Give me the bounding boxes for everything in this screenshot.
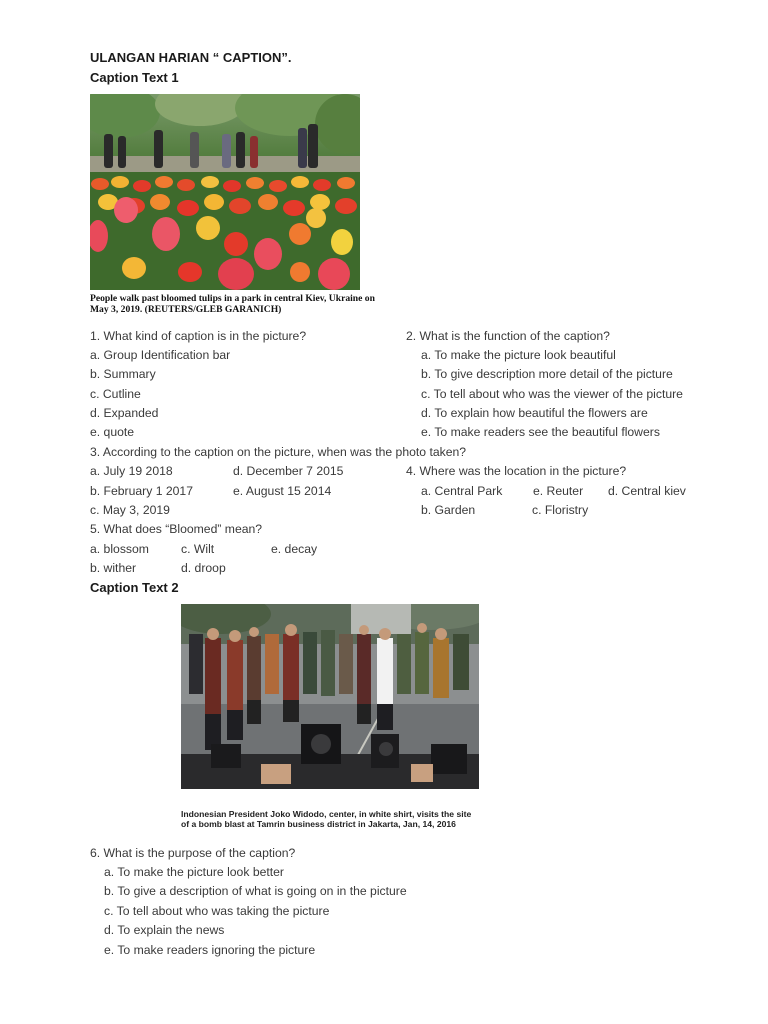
q6-option-b: b. To give a description of what is going on in the picture [104,884,407,898]
q5-option-c: c. Wilt [181,542,215,556]
q1-option-d: d. Expanded [90,406,159,420]
question-6: 6. What is the purpose of the caption? [90,846,296,860]
q2-option-b: b. To give description more detail of the picture [421,367,673,381]
question-2: 2. What is the function of the caption? [406,329,610,343]
q5-option-d: d. droop [181,561,226,575]
q4-option-a: a. Central Park [421,484,503,498]
q2-option-e: e. To make readers see the beautiful flowers [421,425,660,439]
question-3: 3. According to the caption on the picture, when was the photo taken? [90,445,467,459]
photo-caption-line-2: of a bomb blast at Tamrin business district in Jakarta, Jan, 14, 2016 [181,819,456,829]
q5-option-b: b. wither [90,561,137,575]
q6-option-a: a. To make the picture look better [104,865,284,879]
q4-option-e: e. Reuter [533,484,584,498]
jakarta-visit-photo [181,604,479,808]
q3-option-d: d. December 7 2015 [233,464,344,478]
q5-option-a: a. blossom [90,542,149,556]
q1-option-c: c. Cutline [90,387,141,401]
photo-caption-line-1: People walk past bloomed tulips in a park in central Kiev, Ukraine on [90,293,375,304]
q3-option-a: a. July 19 2018 [90,464,173,478]
q6-option-d: d. To explain the news [104,923,225,937]
q3-option-b: b. February 1 2017 [90,484,193,498]
q5-option-e: e. decay [271,542,318,556]
section-heading-caption-text-2: Caption Text 2 [90,580,179,595]
q3-option-e: e. August 15 2014 [233,484,332,498]
page-title: ULANGAN HARIAN “ CAPTION”. [90,50,292,65]
question-4: 4. Where was the location in the picture? [406,464,627,478]
question-5: 5. What does “Bloomed” mean? [90,522,263,536]
photo-caption-line-1: Indonesian President Joko Widodo, center, in white shirt, visits the site [181,809,472,819]
q2-option-a: a. To make the picture look beautiful [421,348,616,362]
q2-option-c: c. To tell about who was the viewer of the picture [421,387,683,401]
q1-option-b: b. Summary [90,367,156,381]
q6-option-c: c. To tell about who was taking the picture [104,904,330,918]
q4-option-d: d. Central kiev [608,484,686,498]
tulip-park-photo [90,94,360,290]
q6-option-e: e. To make readers ignoring the picture [104,943,316,957]
q4-option-b: b. Garden [421,503,476,517]
photo-caption-line-2: May 3, 2019. (REUTERS/GLEB GARANICH) [90,304,282,315]
q2-option-d: d. To explain how beautiful the flowers are [421,406,648,420]
question-1: 1. What kind of caption is in the picture? [90,329,307,343]
q1-option-e: e. quote [90,425,135,439]
q3-option-c: c. May 3, 2019 [90,503,170,517]
q1-option-a: a. Group Identification bar [90,348,231,362]
section-heading-caption-text-1: Caption Text 1 [90,70,179,85]
q4-option-c: c. Floristry [532,503,589,517]
